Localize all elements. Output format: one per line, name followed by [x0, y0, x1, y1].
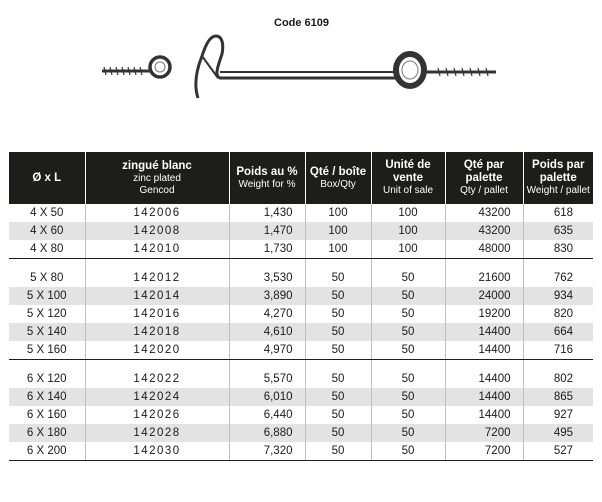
table-cell: 6 X 200	[9, 442, 85, 461]
table-cell: 1,430	[229, 204, 305, 222]
table-cell: 50	[305, 442, 371, 461]
table-cell: 48000	[445, 240, 523, 259]
hook-and-eye-illustration	[98, 26, 498, 106]
table-cell: 635	[523, 222, 593, 240]
table-cell: 142008	[85, 222, 229, 240]
table-cell: 5 X 80	[30, 272, 64, 284]
table-cell: 43200	[445, 222, 523, 240]
column-header-subtitle: Qty / pallet	[460, 185, 508, 196]
table-cell: 142028	[85, 424, 229, 442]
table-cell: 716	[523, 341, 593, 360]
column-header-weight-per-pallet	[523, 152, 593, 204]
table-row	[9, 388, 593, 406]
product-code-label: Code 6109	[274, 17, 330, 29]
table-cell: 4 X 60	[9, 222, 85, 240]
table-cell: 50	[305, 269, 371, 287]
column-header-unit-of-sale	[371, 152, 445, 204]
table-cell: 50	[371, 305, 445, 323]
table-cell: 50	[305, 305, 371, 323]
table-cell: 43200	[445, 204, 523, 222]
screw-eye-left-icon	[102, 57, 170, 77]
table-cell: 142014	[85, 287, 229, 305]
table-cell: 100	[305, 240, 371, 259]
table-cell: 618	[523, 204, 593, 222]
table-cell: 5 X 120	[26, 308, 67, 320]
table-cell: 142030	[85, 442, 229, 461]
table-cell: 6 X 180	[9, 424, 85, 442]
column-header-title: Poids par palette	[532, 159, 585, 184]
table-cell: 5 X 160	[9, 341, 85, 360]
column-header-zinc-plated-gencod	[85, 152, 229, 204]
table-cell: 50	[371, 442, 445, 461]
screw-eye-right-icon	[396, 54, 496, 86]
table-cell: 3,890	[229, 287, 305, 305]
column-header-subtitle: Gencod	[139, 184, 175, 196]
group-spacer	[9, 259, 593, 270]
table-row	[9, 370, 593, 388]
table-cell: 3,530	[229, 269, 305, 287]
table-cell: 21600	[445, 269, 523, 287]
table-cell: 50	[305, 424, 371, 442]
table-row	[9, 269, 593, 287]
column-header-quantity-per-pallet	[445, 152, 523, 204]
table-cell: 50	[371, 388, 445, 406]
table-cell: 50	[371, 269, 445, 287]
table-cell: 14400	[445, 323, 523, 341]
table-cell: 6,440	[229, 406, 305, 424]
table-cell: 100	[371, 240, 445, 259]
column-header-title: Ø x L	[32, 171, 62, 184]
table-cell: 4,610	[229, 323, 305, 341]
table-cell: 50	[371, 323, 445, 341]
table-cell: 4 X 80	[9, 240, 85, 259]
table-cell: 142020	[85, 341, 229, 360]
table-cell: 6 X 140	[9, 388, 85, 406]
table-row	[9, 424, 593, 442]
table-cell: 820	[523, 305, 593, 323]
table-cell: 19200	[445, 305, 523, 323]
column-header-title: zingué blanc	[122, 159, 192, 172]
column-header-subtitle: Weight / pallet	[526, 185, 590, 196]
table-cell: 934	[523, 287, 593, 305]
table-row	[9, 240, 593, 259]
table-row	[9, 287, 593, 305]
table-cell: 24000	[445, 287, 523, 305]
table-cell: 7200	[445, 424, 523, 442]
table-cell: 100	[371, 222, 445, 240]
table-cell: 5 X 100	[9, 287, 85, 305]
table-cell: 6 X 120	[26, 373, 67, 385]
table-cell: 142022	[85, 370, 229, 388]
table-row	[9, 323, 593, 341]
table-cell: 14400	[445, 388, 523, 406]
group-spacer	[9, 360, 593, 371]
table-cell: 802	[523, 370, 593, 388]
table-cell: 50	[305, 370, 371, 388]
table-body	[9, 204, 593, 461]
column-header-subtitle: Unit of sale	[382, 185, 434, 196]
table-cell: 50	[371, 424, 445, 442]
table-cell: 762	[523, 269, 593, 287]
table-cell: 5,570	[229, 370, 305, 388]
table-cell: 142010	[85, 240, 229, 259]
table-row	[9, 406, 593, 424]
table-row	[9, 341, 593, 360]
column-header-title: Qté / boîte	[309, 165, 367, 178]
table-cell: 4,270	[229, 305, 305, 323]
column-header-box-quantity	[305, 152, 371, 204]
column-header-subtitle: Box/Qty	[320, 178, 356, 190]
column-header-title: Unité de vente	[385, 159, 431, 184]
product-spec-table	[9, 152, 593, 461]
column-header-diameter-length	[9, 152, 85, 204]
table-cell: 50	[305, 406, 371, 424]
table-header-row	[9, 152, 593, 204]
table-row	[9, 204, 593, 222]
column-header-subtitle: zinc plated	[133, 172, 181, 184]
table-cell: 142018	[85, 323, 229, 341]
table-cell: 50	[371, 287, 445, 305]
table-cell: 142006	[85, 204, 229, 222]
table-cell: 50	[305, 323, 371, 341]
table-cell: 14400	[445, 341, 523, 360]
table-cell: 1,730	[229, 240, 305, 259]
table-cell: 1,470	[229, 222, 305, 240]
table-cell: 50	[305, 388, 371, 406]
table-cell: 142012	[85, 269, 229, 287]
table-row	[9, 442, 593, 461]
hook-icon	[196, 36, 398, 98]
table-cell: 6 X 160	[26, 409, 67, 421]
table-cell: 927	[523, 406, 593, 424]
table-cell: 6,010	[229, 388, 305, 406]
column-header-subtitle: Weight for %	[238, 178, 296, 190]
table-row	[9, 222, 593, 240]
table-cell: 7,320	[229, 442, 305, 461]
table-cell: 100	[305, 204, 371, 222]
table-cell: 100	[371, 204, 445, 222]
table-row	[9, 305, 593, 323]
table-cell: 50	[305, 341, 371, 360]
table-cell: 50	[371, 406, 445, 424]
table-cell: 50	[305, 287, 371, 305]
table-cell: 5 X 140	[9, 323, 85, 341]
table-cell: 6,880	[229, 424, 305, 442]
column-header-title: Poids au %	[236, 165, 298, 178]
table-cell: 865	[523, 388, 593, 406]
table-cell: 142016	[85, 305, 229, 323]
column-header-weight-per-hundred	[229, 152, 305, 204]
table-cell: 14400	[445, 370, 523, 388]
table-cell: 7200	[445, 442, 523, 461]
table-cell: 50	[371, 341, 445, 360]
table-cell: 50	[371, 370, 445, 388]
table-cell: 664	[523, 323, 593, 341]
column-header-title: Qté par palette	[463, 159, 505, 184]
table-cell: 527	[523, 442, 593, 461]
table-cell: 100	[305, 222, 371, 240]
table-cell: 142024	[85, 388, 229, 406]
table-cell: 495	[523, 424, 593, 442]
table-cell: 4 X 50	[30, 207, 64, 219]
table-cell: 14400	[445, 406, 523, 424]
table-cell: 142026	[85, 406, 229, 424]
table-cell: 830	[523, 240, 593, 259]
table-cell: 4,970	[229, 341, 305, 360]
